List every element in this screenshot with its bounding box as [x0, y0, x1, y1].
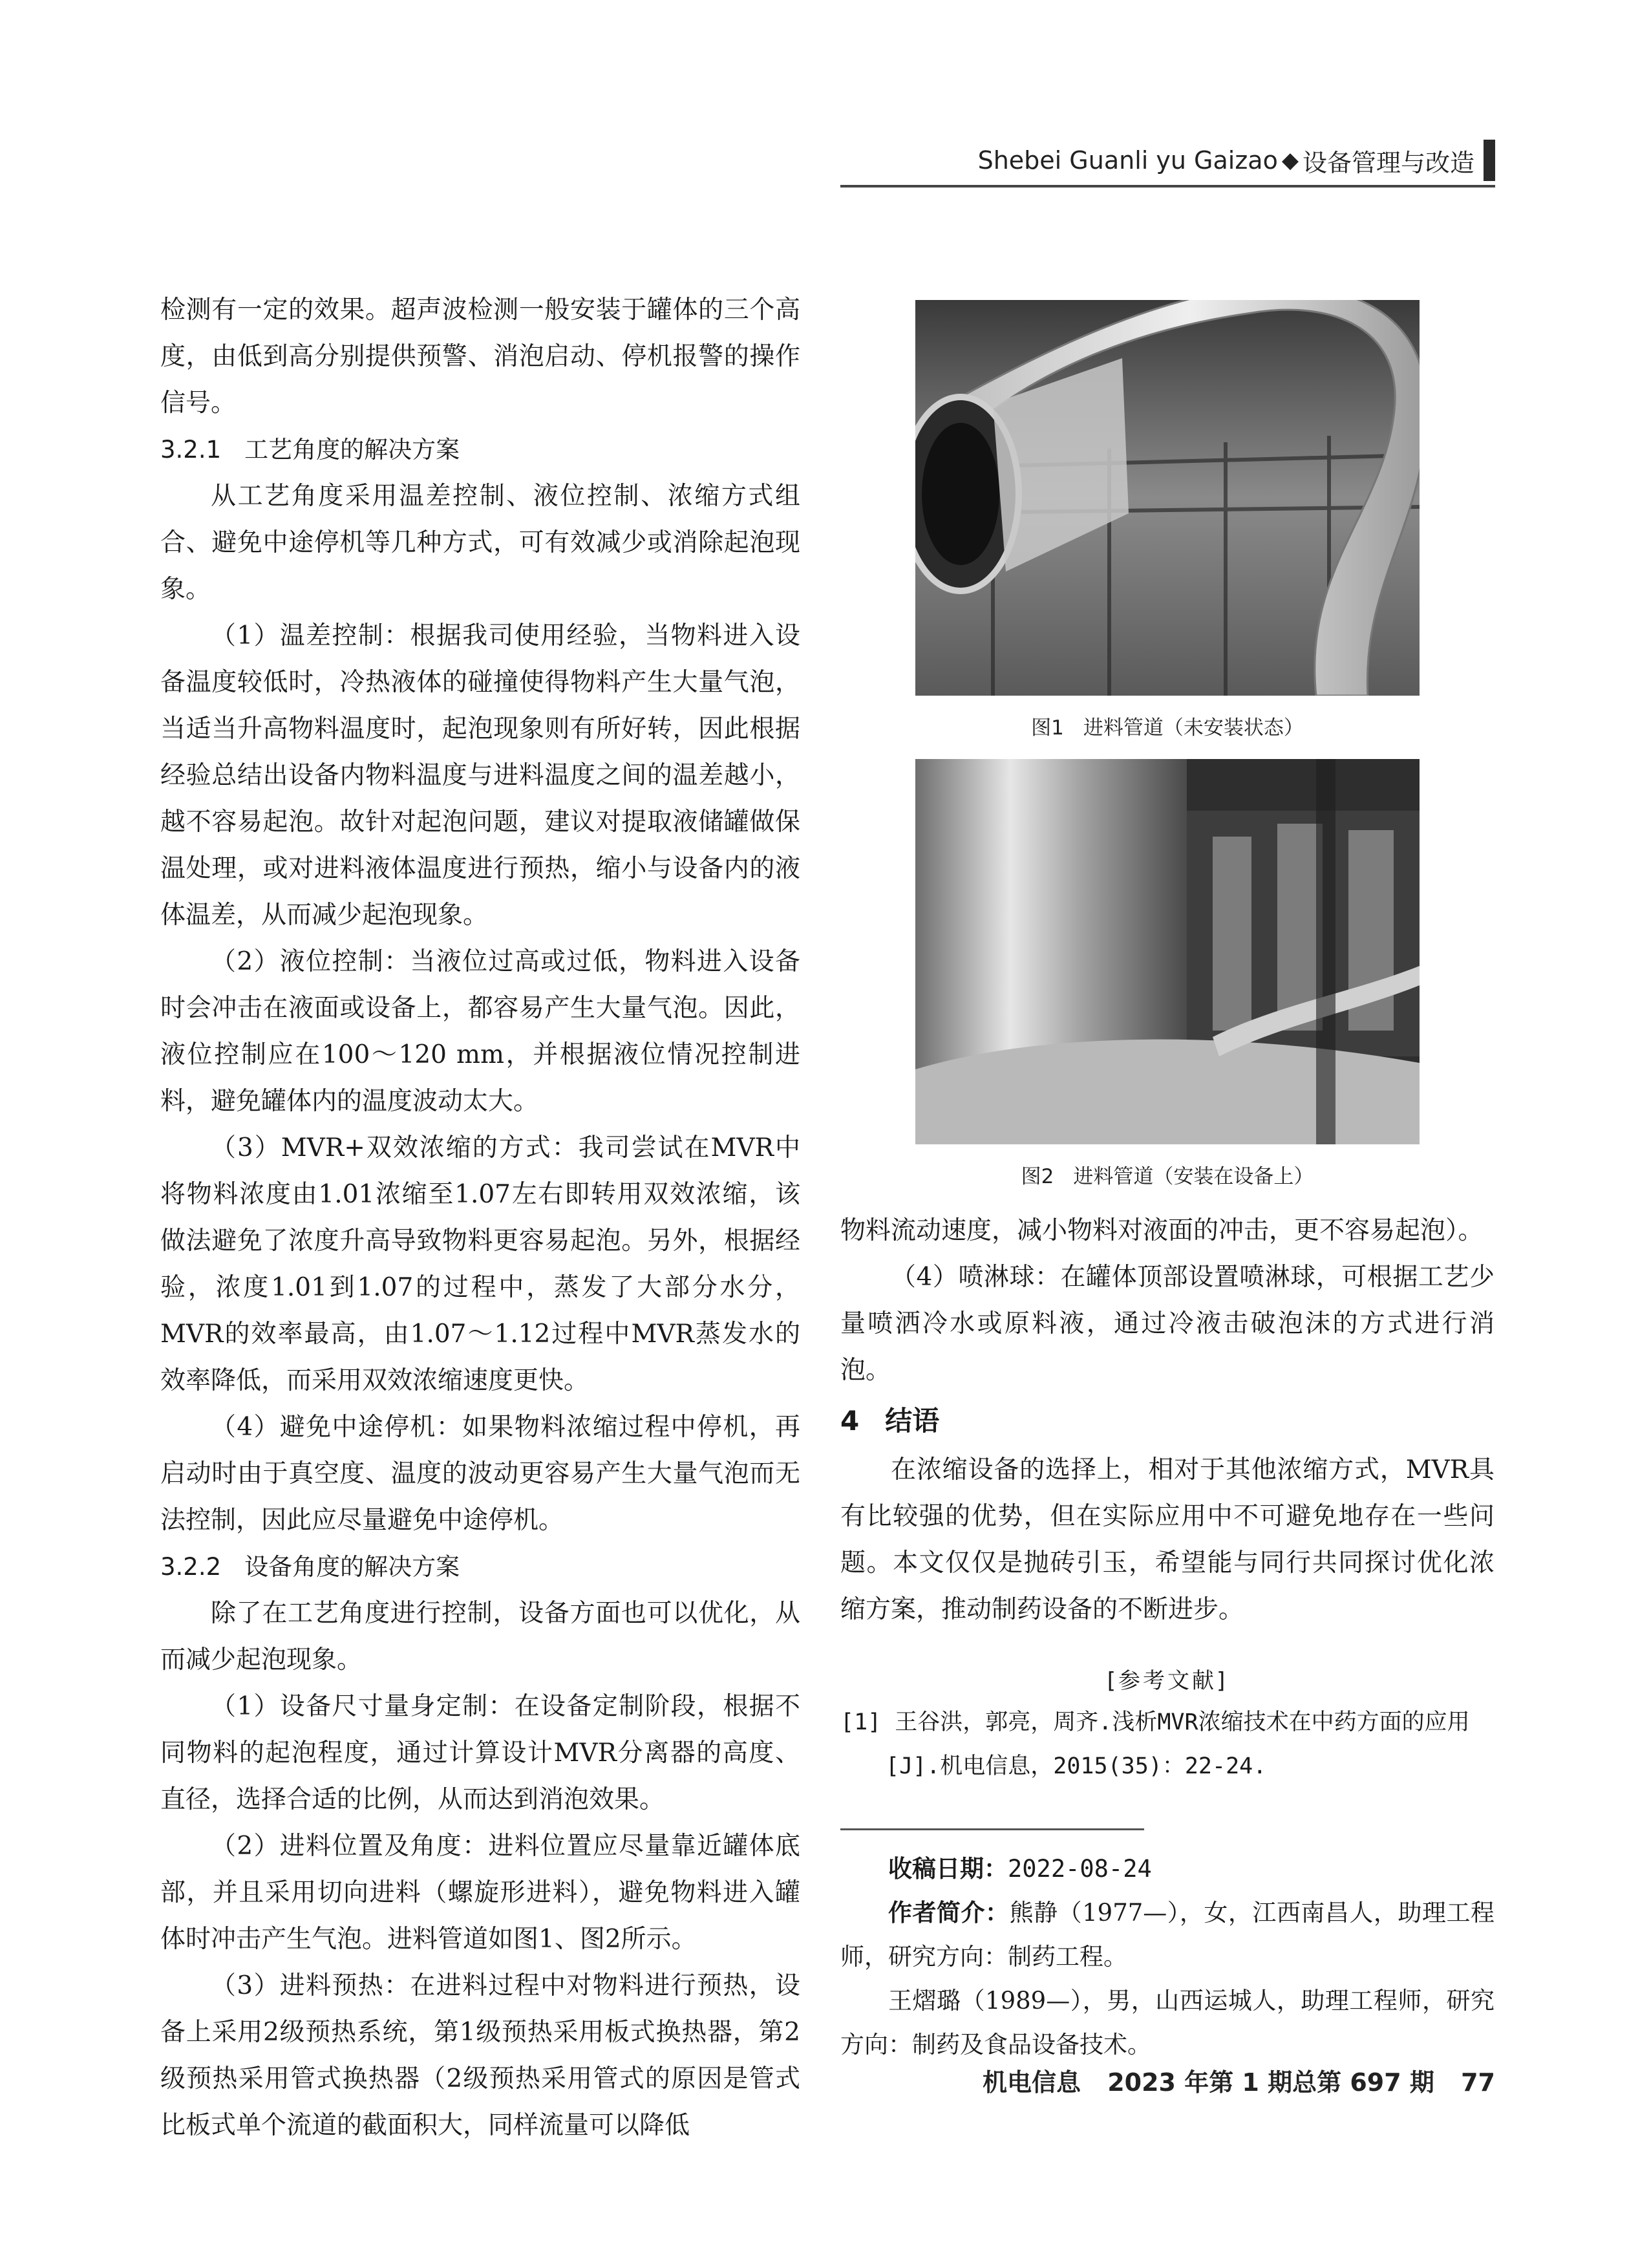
page-footer: [964, 2062, 1495, 2098]
feed-pipe-uninstalled-image: [915, 300, 1420, 696]
figure-number: 图1: [1031, 716, 1064, 740]
author-2-bio: 王熠璐（1989—），男，山西运城人，助理工程师，研究方向：制药及食品设备技术。: [840, 1987, 1495, 2059]
paragraph-preheat: （3）进料预热：在进料过程中对物料进行预热，设备上采用2级预热系统，第1级预热采用板式换热器，第2级预热采用管式换热器（2级预热采用管式的原因是管式比板式单个流道的截面积大，同样流量可以降低: [160, 1971, 800, 2140]
paragraph-equipment-intro: 除了在工艺角度进行控制，设备方面也可以优化，从而减少起泡现象。: [160, 1599, 800, 1674]
received-date: 2022-08-24: [1008, 1855, 1152, 1883]
header-rule: [840, 185, 1495, 187]
figure-number: 图2: [1021, 1165, 1054, 1188]
header-bar-mark: [1484, 140, 1495, 181]
right-column: [840, 287, 1495, 2067]
figure-2-photo: [915, 759, 1420, 1144]
paragraph-level-control: （2）液位控制：当液位过高或过低，物料进入设备时会冲击在液面或设备上，都容易产生大量气泡。因此，液位控制应在100～120 mm，并根据液位情况控制进料，避免罐体内的温度波动太大。: [160, 947, 800, 1116]
section-3-2-2-heading: [160, 1544, 800, 1590]
footnote-divider: [840, 1828, 1144, 1830]
section-name: 设备管理与改造: [1302, 148, 1474, 177]
paragraph-conclusion: 在浓缩设备的选择上，相对于其他浓缩方式，MVR具有比较强的优势，但在实际应用中不可避免地存在一些问题。本文仅仅是抛砖引玉，希望能与同行共同探讨优化浓缩方案，推动制药设备的不断进步。: [840, 1455, 1495, 1624]
paragraph-mvr-double-effect: （3）MVR+双效浓缩的方式：我司尝试在MVR中将物料浓度由1.01浓缩至1.07左右即转用双效浓缩，该做法避免了浓度升高导致物料更容易起泡。另外，根据经验，浓度1.01到1.07的过程中，蒸发了大部分水分，MVR的效率最高，由1.07～1.12过程中MVR蒸发水的效率降低，而采用双效浓缩速度更快。: [160, 1133, 800, 1395]
left-column: [160, 287, 800, 2149]
figure-2-caption: [840, 1164, 1495, 1190]
section-title: 设备角度的解决方案: [244, 1553, 460, 1581]
paragraph-temperature-control: （1）温差控制：根据我司使用经验，当物料进入设备温度较低时，冷热液体的碰撞使得物料产生大量气泡，当适当升高物料温度时，起泡现象则有所好转，因此根据经验总结出设备内物料温度与进料温度之间的温差越小，越不容易起泡。故针对起泡问题，建议对提取液储罐做保温处理，或对进料液体温度进行预热，缩小与设备内的液体温差，从而减少起泡现象。: [160, 621, 800, 930]
references-title: [参考文献]: [1107, 1668, 1228, 1694]
section-title: 结语: [885, 1405, 940, 1437]
paragraph-ultrasonic: 检测有一定的效果。超声波检测一般安装于罐体的三个高度，由低到高分别提供预警、消泡启动、停机报警的操作信号。: [160, 295, 800, 418]
page-number: 77: [1461, 2068, 1495, 2097]
paragraph-spray-ball: （4）喷淋球：在罐体顶部设置喷淋球，可根据工艺少量喷洒冷水或原料液，通过冷液击破泡沫的方式进行消泡。: [840, 1263, 1495, 1385]
diamond-icon: ◆: [1281, 147, 1299, 173]
section-number: 4: [840, 1405, 860, 1437]
figure-caption-text: 进料管道（安装在设备上）: [1073, 1165, 1314, 1188]
journal-pinyin: Shebei Guanli yu Gaizao: [977, 146, 1278, 175]
section-4-heading: [840, 1398, 1495, 1444]
running-header: [978, 141, 1495, 180]
reference-item: [1] 王谷洪，郭亮，周齐.浅析MVR浓缩技术在中药方面的应用[J].机电信息，2015(35)：22-24.: [840, 1709, 1470, 1779]
figure-1-caption: [840, 715, 1495, 741]
paragraph-feed-position: （2）进料位置及角度：进料位置应尽量靠近罐体底部，并且采用切向进料（螺旋形进料），避免物料进入罐体时冲击产生气泡。进料管道如图1、图2所示。: [160, 1832, 800, 1954]
paragraph-custom-size: （1）设备尺寸量身定制：在设备定制阶段，根据不同物料的起泡程度，通过计算设计MVR分离器的高度、直径，选择合适的比例，从而达到消泡效果。: [160, 1692, 800, 1814]
section-3-2-1-heading: [160, 427, 800, 473]
paragraph-preheat-continued: 物料流动速度，减小物料对液面的冲击，更不容易起泡）。: [840, 1216, 1484, 1245]
author-label: 作者简介：: [888, 1899, 1010, 1927]
author-note: [840, 1891, 1495, 1979]
figure-1-photo: [915, 300, 1420, 696]
received-label: 收稿日期：: [888, 1855, 1008, 1883]
section-title: 工艺角度的解决方案: [244, 436, 460, 464]
paragraph-avoid-shutdown: （4）避免中途停机：如果物料浓缩过程中停机，再启动时由于真空度、温度的波动更容易产生大量气泡而无法控制，因此应尽量避免中途停机。: [160, 1413, 800, 1535]
journal-name: 机电信息: [982, 2068, 1081, 2097]
issue-info: 2023 年第 1 期总第 697 期: [1107, 2068, 1434, 2097]
author-1-bio: 熊静（1977—），女，江西南昌人，助理工程师，研究方向：制药工程。: [840, 1899, 1495, 1971]
received-date-note: [840, 1847, 1495, 1891]
figure-caption-text: 进料管道（未安装状态）: [1083, 716, 1304, 740]
section-number: 3.2.2: [160, 1553, 222, 1581]
paragraph-process-intro: 从工艺角度采用温差控制、液位控制、浓缩方式组合、避免中途停机等几种方式，可有效减少或消除起泡现象。: [160, 482, 800, 604]
section-number: 3.2.1: [160, 436, 222, 464]
feed-pipe-installed-image: [915, 759, 1420, 1144]
